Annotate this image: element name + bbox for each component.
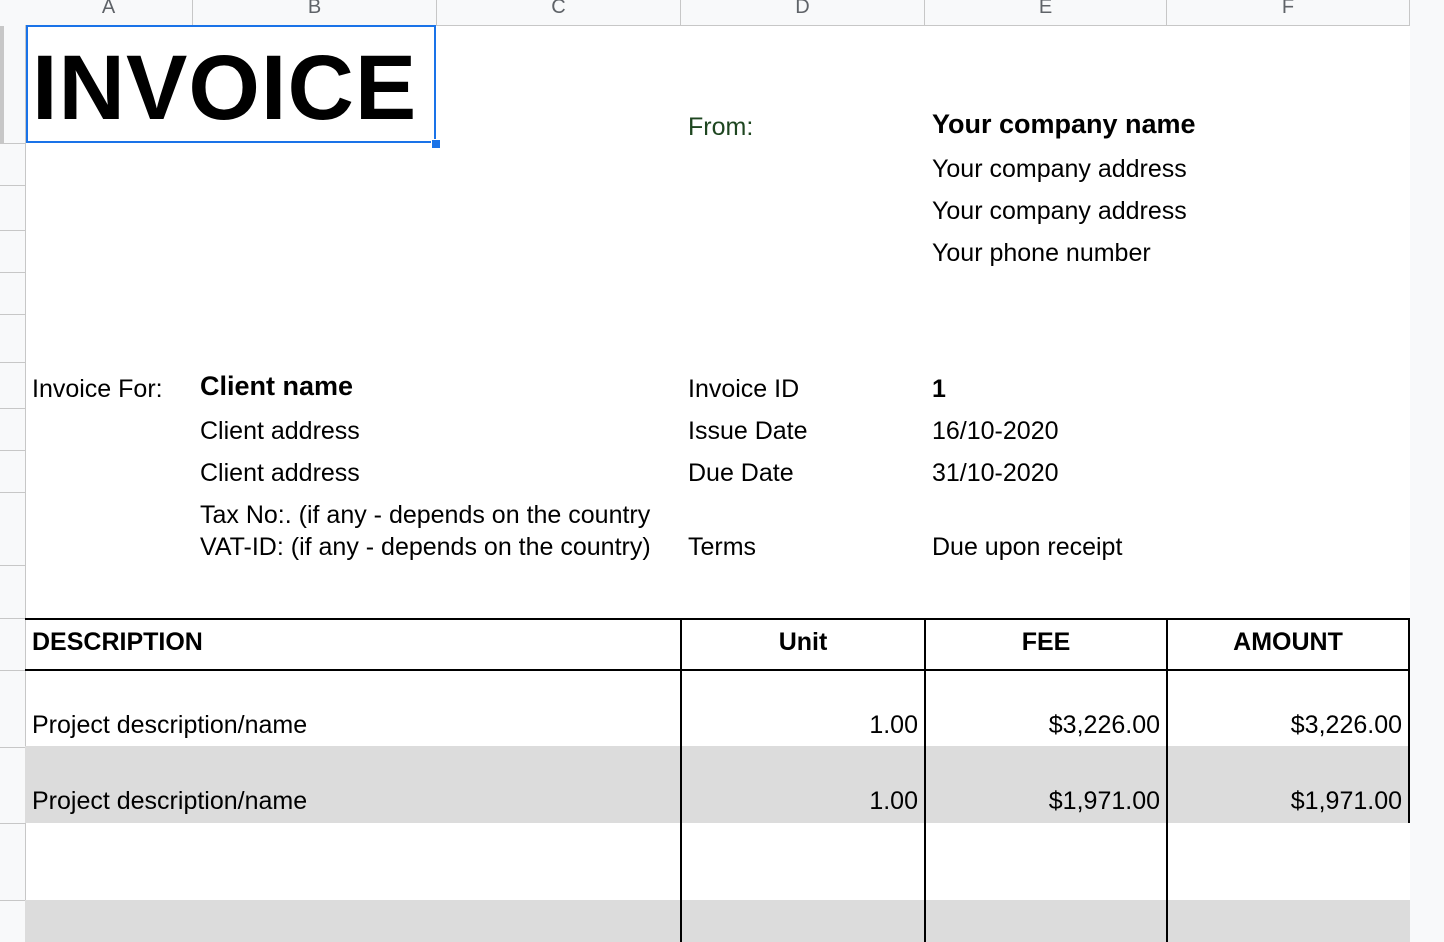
row-selection-indicator — [0, 26, 4, 144]
terms-value[interactable]: Due upon receipt — [932, 533, 1123, 561]
client-address-1[interactable]: Client address — [200, 417, 360, 445]
table-row-fee[interactable]: $1,971.00 — [1048, 787, 1160, 815]
header-unit[interactable]: Unit — [778, 628, 828, 656]
column-header-d[interactable]: D — [681, 0, 925, 25]
header-amount[interactable]: AMOUNT — [1233, 628, 1343, 656]
company-address-2[interactable]: Your company address — [932, 197, 1187, 225]
invoice-id-value[interactable]: 1 — [932, 375, 946, 403]
table-row-amount[interactable]: $1,971.00 — [1290, 787, 1402, 815]
company-address-1[interactable]: Your company address — [932, 155, 1187, 183]
column-header-a[interactable]: A — [25, 0, 193, 25]
due-date-value[interactable]: 31/10-2020 — [932, 459, 1059, 487]
sheet-gutter — [1410, 0, 1444, 942]
table-row-description[interactable]: Project description/name — [32, 787, 308, 815]
invoice-id-label: Invoice ID — [688, 375, 800, 403]
invoice-for-label: Invoice For: — [32, 375, 163, 403]
selected-cell-outline[interactable] — [26, 25, 436, 143]
column-header-bar — [0, 0, 1410, 26]
column-header-b[interactable]: B — [193, 0, 437, 25]
table-row-description[interactable]: Project description/name — [32, 711, 308, 739]
client-name[interactable]: Client name — [200, 371, 354, 401]
company-name[interactable]: Your company name — [932, 109, 1196, 139]
table-row-unit[interactable]: 1.00 — [869, 787, 918, 815]
issue-date-label: Issue Date — [688, 417, 808, 445]
from-label: From: — [688, 113, 754, 141]
fill-handle[interactable] — [431, 139, 441, 149]
table-row-unit[interactable]: 1.00 — [869, 711, 918, 739]
client-vat-id[interactable]: VAT-ID: (if any - depends on the country) — [200, 533, 651, 561]
due-date-label: Due Date — [688, 459, 794, 487]
header-description[interactable]: DESCRIPTION — [32, 628, 203, 656]
column-header-c[interactable]: C — [437, 0, 681, 25]
column-header-e[interactable]: E — [925, 0, 1167, 25]
client-address-2[interactable]: Client address — [200, 459, 360, 487]
header-fee[interactable]: FEE — [1021, 628, 1071, 656]
terms-label: Terms — [688, 533, 757, 561]
items-table — [25, 618, 1410, 942]
issue-date-value[interactable]: 16/10-2020 — [932, 417, 1059, 445]
company-phone[interactable]: Your phone number — [932, 239, 1151, 267]
table-row-amount[interactable]: $3,226.00 — [1290, 711, 1402, 739]
table-row-band — [25, 900, 1410, 942]
column-header-f[interactable]: F — [1167, 0, 1410, 25]
client-tax-no[interactable]: Tax No:. (if any - depends on the country — [200, 501, 651, 529]
table-row-fee[interactable]: $3,226.00 — [1048, 711, 1160, 739]
invoice-title[interactable]: INVOICE — [32, 37, 418, 139]
row-header-bar[interactable] — [0, 25, 26, 942]
